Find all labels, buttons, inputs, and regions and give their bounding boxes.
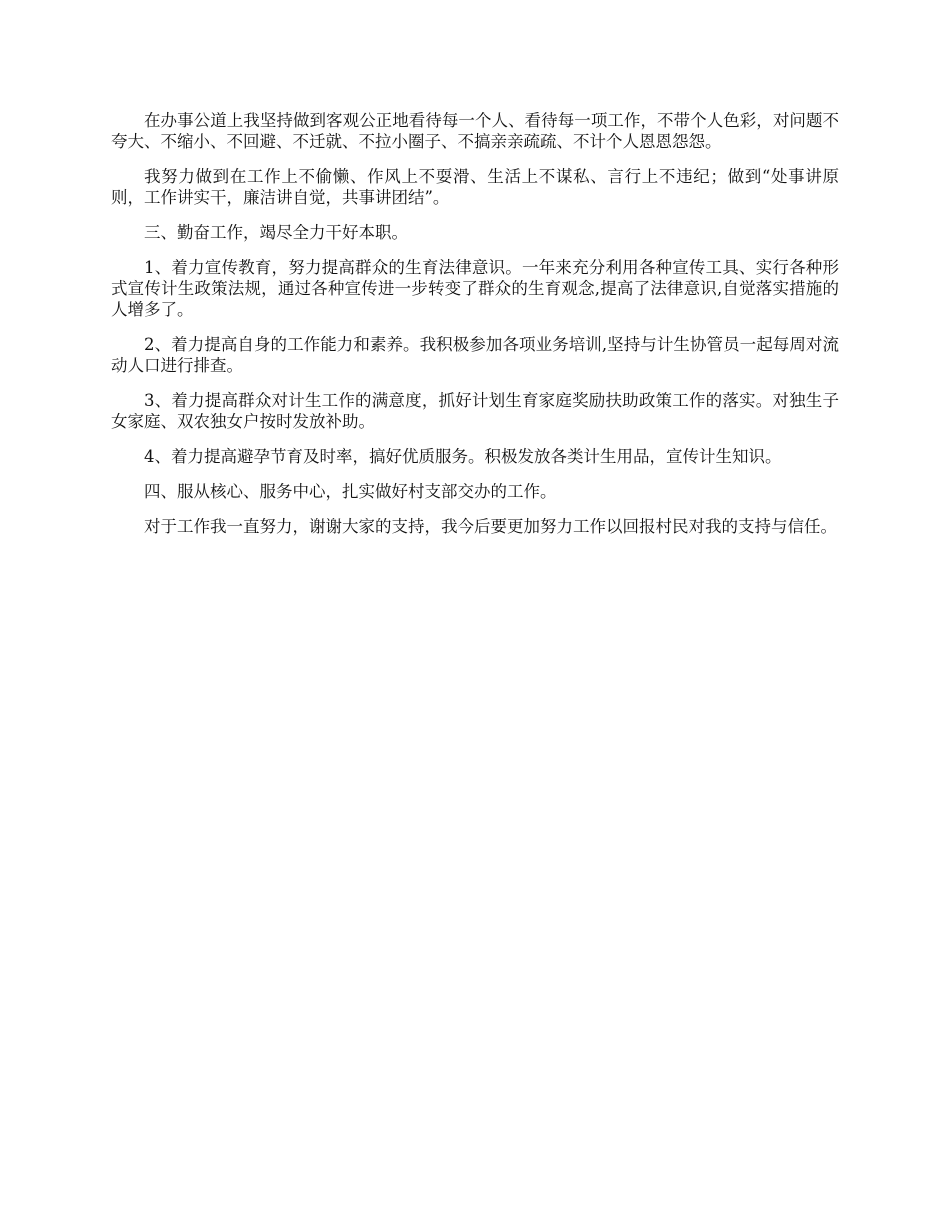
paragraph-item-1: 1、着力宣传教育，努力提高群众的生育法律意识。一年来充分利用各种宣传工具、实行各种形式宣传计生政策法规，通过各种宣传进一步转变了群众的生育观念,提高了法律意识,自觉落实措施的人增多了。: [111, 258, 839, 319]
paragraph-item-3: 3、着力提高群众对计生工作的满意度，抓好计划生育家庭奖励扶助政策工作的落实。对独生子女家庭、双农独女户按时发放补助。: [111, 391, 839, 431]
paragraph-item-4: 4、着力提高避孕节育及时率，搞好优质服务。积极发放各类计生用品，宣传计生知识。: [144, 447, 782, 466]
section-heading-3: 三、勤奋工作，竭尽全力干好本职。: [144, 223, 408, 242]
paragraph-impartiality: 在办事公道上我坚持做到客观公正地看待每一个人、看待每一项工作，不带个人色彩，对问题不夸大、不缩小、不回避、不迁就、不拉小圈子、不搞亲亲疏疏、不计个人恩恩怨怨。: [111, 111, 839, 151]
document-body: [111, 110, 839, 551]
paragraph-conduct: 我努力做到在工作上不偷懒、作风上不耍滑、生活上不谋私、言行上不违纪；做到“处事讲原则，工作讲实干，廉洁讲自觉，共事讲团结”。: [111, 167, 839, 207]
section-heading-4: 四、服从核心、服务中心，扎实做好村支部交办的工作。: [144, 482, 557, 501]
paragraph-item-2: 2、着力提高自身的工作能力和素养。我积极参加各项业务培训,坚持与计生协管员一起每周对流动人口进行排查。: [111, 335, 839, 375]
paragraph-closing: 对于工作我一直努力，谢谢大家的支持，我今后要更加努力工作以回报村民对我的支持与信任。: [144, 517, 837, 536]
